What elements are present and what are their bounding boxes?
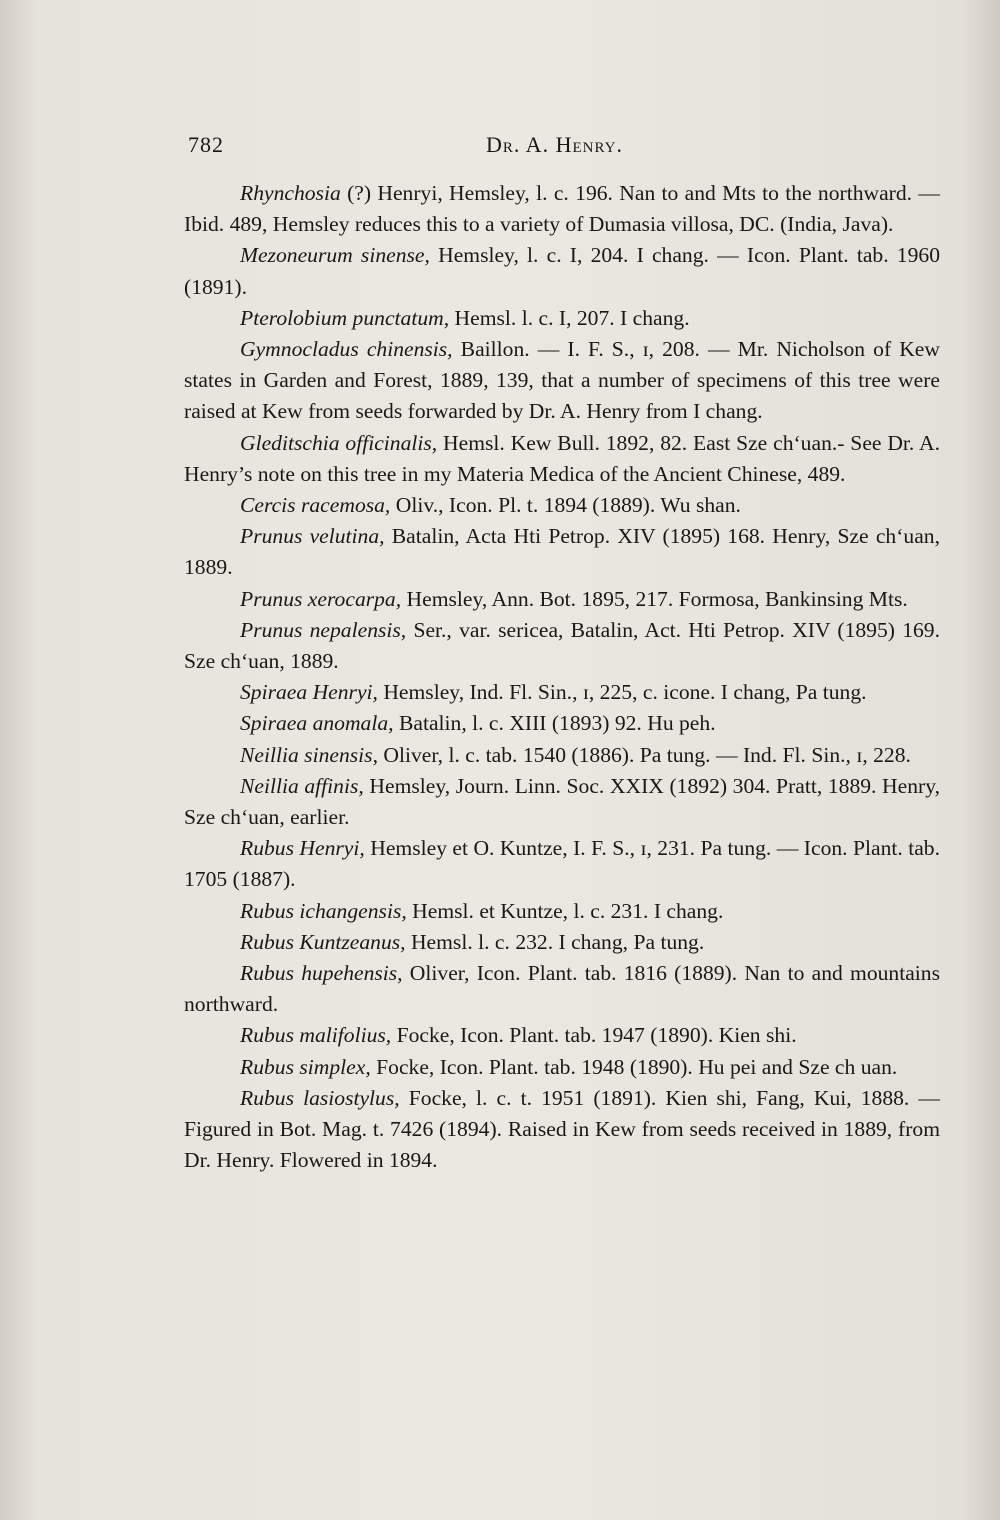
entry-rubus-kuntzeanus <box>184 927 940 958</box>
species-name: Rubus Kuntzeanus, <box>240 929 406 954</box>
entry-text: Hemsley, Ann. Bot. 1895, 217. Formosa, Bankinsing Mts. <box>401 586 908 611</box>
entry-rubus-simplex <box>184 1052 940 1083</box>
entry-text: Hemsley, l. c. I, 204. I chang. — Icon. Plant. tab. 1960 (1891). <box>184 243 940 299</box>
entry-neillia-affinis <box>184 771 940 833</box>
entry-text: Hemsley, Journ. Linn. Soc. XXIX (1892) 304. Pratt, 1889. Henry, Sze chʻuan, earlier. <box>184 773 940 830</box>
species-name: Rubus Henryi, <box>240 836 365 861</box>
entry-text: Baillon. — I. F. S., ɪ, 208. — Mr. Nicholson of Kew states in Garden and Forest, 1889, 139, that a number of specimens of this tree were raised at Kew from seeds forwarded by Dr. A. Henry from I chang. <box>184 337 940 424</box>
entry-neillia-sinensis <box>184 740 940 771</box>
species-name: Rubus hupehensis, <box>240 961 403 986</box>
species-name: Neillia sinensis, <box>240 742 378 767</box>
entry-prunus-nepalensis <box>184 615 940 677</box>
entry-cercis <box>184 490 940 521</box>
entry-text: Hemsl. l. c. 232. I chang, Pa tung. <box>405 929 705 954</box>
entry-text: Oliver, Icon. Plant. tab. 1816 (1889). Nan to and mountains northward. <box>184 961 940 1017</box>
entry-rubus-lasiostylus <box>184 1083 940 1177</box>
entry-rubus-henryi <box>184 833 940 895</box>
species-name: Neillia affinis, <box>240 773 364 798</box>
entry-pterolobium <box>184 303 940 334</box>
entry-text: Hemsl. Kew Bull. 1892, 82. East Sze chʻuan.- See Dr. A. Henry’s note on this tree in my Materia Medica of the Ancient Chinese, 489. <box>184 430 940 486</box>
species-name: Cercis racemosa, <box>240 493 391 518</box>
entry-mezoneurum <box>184 240 940 302</box>
entry-text: Batalin, l. c. XIII (1893) 92. Hu peh. <box>393 711 716 736</box>
entry-text: Ser., var. sericea, Batalin, Act. Hti Petrop. XIV (1895) 169. Sze chʻuan, 1889. <box>184 617 940 674</box>
species-name: Rubus ichangensis, <box>240 898 407 923</box>
body-text <box>184 178 940 1177</box>
entry-gymnocladus <box>184 334 940 428</box>
species-name: Rubus malifolius, <box>240 1023 392 1048</box>
entry-text: Hemsl. et Kuntze, l. c. 231. I chang. <box>406 898 724 923</box>
entry-prunus-xerocarpa <box>184 584 940 615</box>
species-name: Spiraea Henryi, <box>240 680 378 705</box>
species-name: Mezoneurum sinense, <box>240 243 430 268</box>
entry-text: Oliver, l. c. tab. 1540 (1886). Pa tung. — Ind. Fl. Sin., ɪ, 228. <box>377 742 911 767</box>
species-name: Rubus simplex, <box>240 1054 371 1079</box>
page-number: 782 <box>188 132 224 157</box>
species-name: Gleditschia officinalis, <box>240 430 438 455</box>
species-name: Prunus velutina, <box>240 524 385 549</box>
entry-text: Hemsley, Ind. Fl. Sin., ɪ, 225, c. icone. I chang, Pa tung. <box>377 680 867 705</box>
species-name: Gymnocladus chinensis, <box>240 337 453 362</box>
entry-rubus-hupehensis <box>184 958 940 1020</box>
entry-text: Focke, l. c. t. 1951 (1891). Kien shi, Fang, Kui, 1888. — Figured in Bot. Mag. t. 7426 (1894). Raised in Kew from seeds received in 1889, from Dr. Henry. Flowered in 1894. <box>184 1085 941 1173</box>
page-header <box>186 128 940 162</box>
entry-prunus-velutina <box>184 521 940 583</box>
entry-text: Batalin, Acta Hti Petrop. XIV (1895) 168. Henry, Sze chʻuan, 1889. <box>184 524 940 580</box>
entry-text: Oliv., Icon. Pl. t. 1894 (1889). Wu shan. <box>390 493 741 518</box>
species-name: Prunus xerocarpa, <box>240 586 402 611</box>
entry-spiraea-anomala <box>184 708 940 739</box>
species-name: Pterolobium punctatum, <box>240 305 450 330</box>
species-name: Rubus lasiostylus, <box>240 1085 400 1110</box>
entry-text: Focke, Icon. Plant. tab. 1948 (1890). Hu pei and Sze ch uan. <box>370 1054 898 1079</box>
running-head: Dr. A. Henry. <box>486 132 623 157</box>
entry-rhynchosia <box>184 178 940 240</box>
entry-rubus-malifolius <box>184 1020 940 1051</box>
entry-rubus-ichangensis <box>184 896 940 927</box>
species-name: Spiraea anomala, <box>240 711 394 736</box>
entry-spiraea-henryi <box>184 677 940 708</box>
entry-text: Hemsley et O. Kuntze, I. F. S., ɪ, 231. Pa tung. — Icon. Plant. tab. 1705 (1887). <box>184 836 941 892</box>
entry-text: Hemsl. l. c. I, 207. I chang. <box>449 305 690 330</box>
entry-gleditschia <box>184 428 940 490</box>
species-name: Rhynchosia <box>240 181 341 205</box>
entry-text: (?) Henryi, Hemsley, l. c. 196. Nan to and Mts to the northward. — Ibid. 489, Hemsley reduces this to a variety of Dumasia villosa, DC. (India, Java). <box>184 181 940 237</box>
species-name: Prunus nepalensis, <box>240 617 407 642</box>
entry-text: Focke, Icon. Plant. tab. 1947 (1890). Kien shi. <box>391 1023 797 1048</box>
